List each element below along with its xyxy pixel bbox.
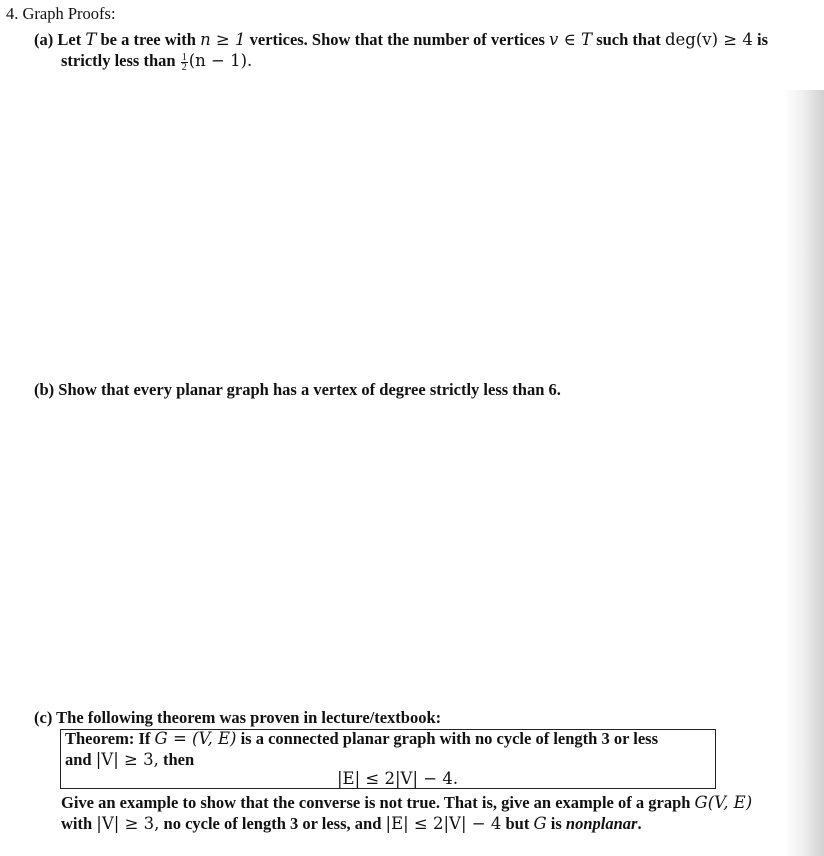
page-edge-shadow — [784, 90, 824, 856]
part-a-text: such that — [596, 30, 661, 49]
part-a-text: vertices. Show that the number of vertices — [249, 30, 545, 49]
math-expr: (n − 1). — [188, 51, 253, 70]
fraction-denominator: 2 — [181, 61, 187, 73]
part-a-text: be a tree with — [100, 30, 196, 49]
theorem-label: Theorem — [65, 729, 129, 748]
problem-number: 4. — [6, 4, 19, 23]
part-c-text: but — [505, 814, 530, 833]
part-a-text: strictly less than — [61, 51, 176, 70]
fraction — [181, 53, 188, 72]
part-a-text: Let — [57, 30, 82, 49]
math-expr: |E| ≤ 2|V| − 4 — [385, 814, 502, 833]
math-expr: |V| ≥ 3, — [95, 750, 159, 769]
theorem-text: is a connected planar graph with no cycle of length 3 or less — [240, 729, 658, 748]
theorem-line-1 — [65, 729, 658, 749]
problem-title: Graph Proofs: — [22, 4, 116, 23]
part-b-line — [34, 380, 561, 400]
math-expr: n ≥ 1 — [200, 30, 246, 49]
part-c-intro-line — [34, 708, 441, 728]
part-c-line-a — [61, 793, 752, 813]
part-a-text: is — [756, 30, 768, 49]
part-a-line-1 — [34, 30, 768, 50]
theorem-line-2 — [65, 750, 194, 770]
theorem-inequality — [337, 769, 458, 789]
fraction-numerator: 1 — [181, 51, 187, 63]
part-a-label: (a) — [34, 30, 54, 49]
part-c-label: (c) — [34, 708, 53, 727]
math-expr: |E| ≤ 2|V| − 4. — [337, 769, 459, 788]
emphasis-nonplanar: nonplanar — [565, 814, 638, 833]
math-var: T — [85, 30, 97, 49]
part-c-line-b — [61, 814, 642, 834]
part-c-text: no cycle of length 3 or less, and — [163, 814, 382, 833]
part-c-text: . — [637, 814, 642, 833]
theorem-text: and — [65, 750, 92, 769]
theorem-colon: : — [128, 729, 135, 748]
part-b-label: (b) — [34, 380, 55, 399]
math-expr: v ∈ T — [549, 30, 593, 49]
math-expr: G = (V, E) — [154, 729, 237, 748]
problem-heading — [6, 4, 116, 24]
part-c-text: is — [550, 814, 562, 833]
theorem-text: If — [138, 729, 151, 748]
part-c-text: Give an example to show that the converse is not true. That is, give an example of a graph — [61, 793, 691, 812]
part-b-text: Show that every planar graph has a vertex of degree strictly less than 6. — [58, 380, 561, 399]
part-c-text: with — [61, 814, 93, 833]
part-c-intro: The following theorem was proven in lecture/textbook: — [56, 708, 442, 727]
math-expr: |V| ≥ 3, — [96, 814, 160, 833]
math-expr: deg(v) ≥ 4 — [664, 30, 753, 49]
part-a-line-2 — [61, 51, 252, 72]
math-expr: G(V, E) — [694, 793, 753, 812]
theorem-text: then — [162, 750, 195, 769]
math-var: G — [533, 814, 547, 833]
